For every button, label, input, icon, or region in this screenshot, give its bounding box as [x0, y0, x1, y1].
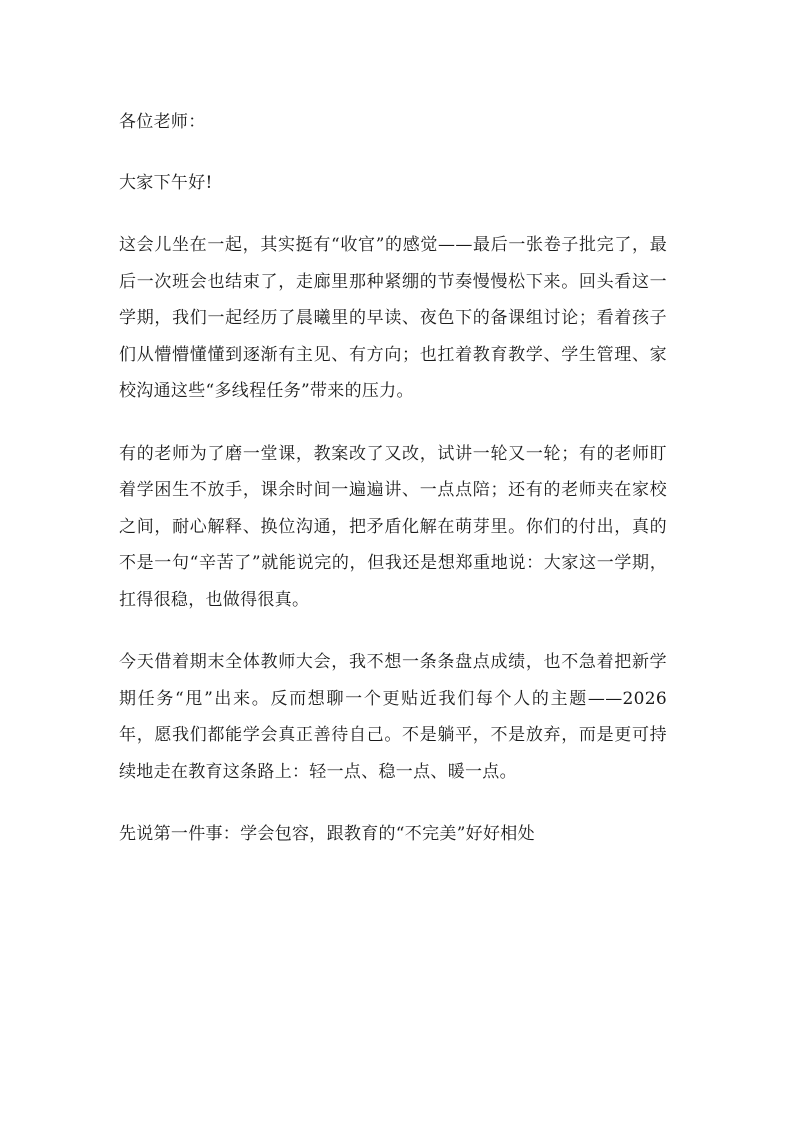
paragraph-1: 这会儿坐在一起，其实挺有“收官”的感觉——最后一张卷子批完了，最后一次班会也结束了，走廊里那种紧绷的节奏慢慢松下来。回头看这一学期，我们一起经历了晨曦里的早读、夜色下的备课组讨论；看着孩子们从懵懵懂懂到逐渐有主见、有方向；也扛着教育教学、学生管理、家校沟通这些“多线程任务”带来的压力。 — [119, 235, 667, 401]
document-body — [119, 104, 667, 853]
salutation: 各位老师： — [119, 112, 206, 132]
paragraph-2: 有的老师为了磨一堂课，教案改了又改，试讲一轮又一轮；有的老师盯着学困生不放手，课余时间一遍遍讲、一点点陪；还有的老师夹在家校之间，耐心解释、换位沟通，把矛盾化解在萌芽里。你们的付出，真的不是一句“辛苦了”就能说完的，但我还是想郑重地说：大家这一学期，扛得很稳，也做得很真。 — [119, 443, 667, 610]
section-heading: 先说第一件事：学会包容，跟教育的“不完美”好好相处 — [119, 824, 535, 844]
greeting: 大家下午好! — [119, 172, 213, 193]
paragraph-3: 今天借着期末全体教师大会，我不想一条条盘点成绩，也不急着把新学期任务“甩”出来。反而想聊一个更贴近我们每个人的主题——2026 年，愿我们都能学会真正善待自己。不是躺平，不是放弃，而是更可持续地走在教育这条路上：轻一点、稳一点、暖一点。 — [119, 652, 667, 782]
